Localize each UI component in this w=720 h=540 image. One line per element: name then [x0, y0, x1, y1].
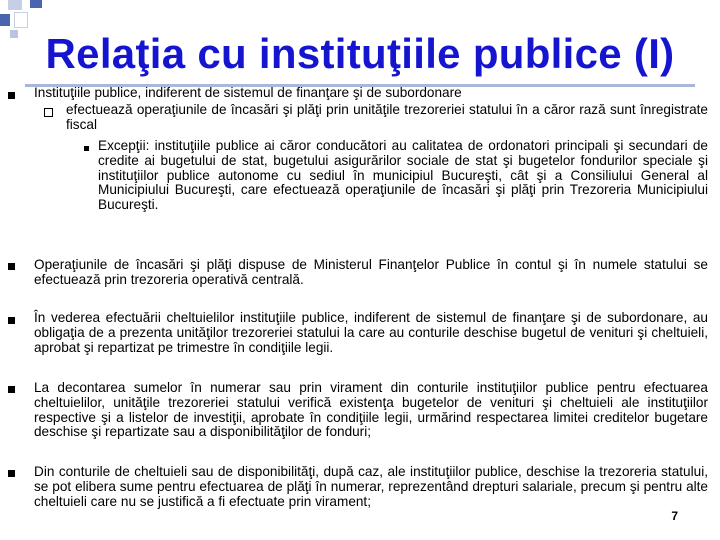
list-item: efectuează operaţiunile de încasări şi plăţi prin unităţile trezoreriei statului în a căror rază sunt înregistrate fiscal: [66, 102, 708, 132]
page-title: Relaţia cu instituţiile publice (I): [45, 30, 675, 77]
list-item: Din conturile de cheltuieli sau de disponibilităţi, după caz, ale instituţiilor publice, deschise la trezoreria statului, se pot elibera sume pentru efectuarea de plăţi în numerar, reprezentând drepturi salariale, precum şi pentru alte cheltuieli care nu se justifică a fi efectuate prin virament;: [34, 464, 708, 509]
list-item: La decontarea sumelor în numerar sau prin virament din conturile instituţiilor publice pentru efectuarea cheltuielilor, unităţile trezoreriei statului verifică existenţa bugetelor de venituri şi cheltuieli ale instituţiilor respective şi a listelor de investiţii, aprobate în condiţiile legii, urmărind respectarea limitei creditelor bugetare deschise şi repartizate sau a disponibilităţilor de fonduri;: [34, 380, 708, 440]
bullet-icon: [8, 263, 15, 270]
list-item: În vederea efectuării cheltuielilor instituţiile publice, indiferent de sistemul de finanţare şi de subordonare, au obligaţia de a prezenta unităţilor trezoreriei statului la care au conturile deschise bugetul de venituri şi cheltuieli, aprobat şi repartizat pe trimestre în condiţiile legii.: [34, 310, 708, 355]
list-item: Excepţii: instituţiile publice ai căror conducători au calitatea de ordonatori principali şi secundari de credite ai bugetului de stat, bugetului asigurărilor sociale de stat şi bugetelor fondurilor speciale şi instituţiilor publice autonome cu sediul în municipiul Bucureşti, cât şi a Consiliului General al Municipiului Bucureşti, care efectuează operaţiunile de încasări şi plăţi prin Trezoreria Municipiului Bucureşti.: [98, 138, 708, 213]
bullet-icon: [84, 146, 89, 151]
list-item: Operaţiunile de încasări şi plăţi dispuse de Ministerul Finanţelor Publice în contul şi în numele statului se efectuează prin trezoreria operativă centrală.: [34, 257, 708, 287]
bullet-icon: [8, 92, 15, 99]
hollow-square-bullet-icon: [44, 108, 53, 117]
bullet-icon: [8, 470, 15, 477]
bullet-icon: [8, 317, 15, 324]
page-number: 7: [671, 509, 678, 523]
bullet-icon: [8, 386, 15, 393]
list-item: Instituţiile publice, indiferent de sistemul de finanţare şi de subordonare: [34, 85, 462, 100]
